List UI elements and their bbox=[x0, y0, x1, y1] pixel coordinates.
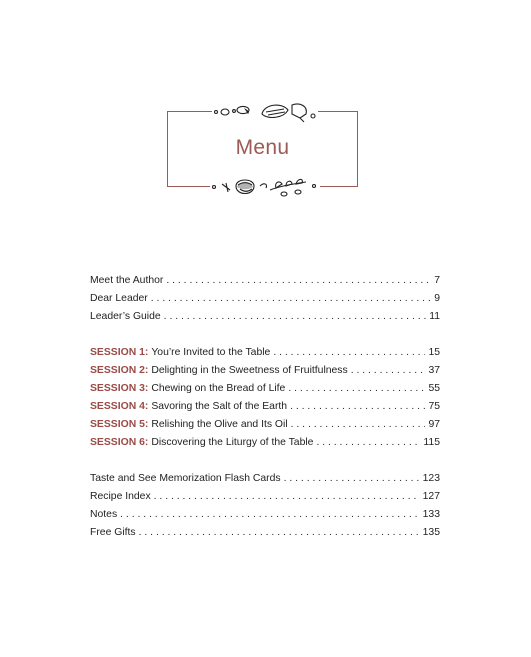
dot-leader bbox=[166, 272, 431, 290]
session-prefix: SESSION 2: bbox=[90, 365, 149, 376]
toc-entry-session-6[interactable] bbox=[90, 434, 440, 452]
session-prefix: SESSION 3: bbox=[90, 383, 149, 394]
toc-page-number: 15 bbox=[428, 347, 440, 358]
dot-leader bbox=[351, 362, 426, 380]
toc-entry-label: Free Gifts bbox=[90, 527, 136, 538]
session-prefix: SESSION 4: bbox=[90, 401, 149, 412]
section-spacer bbox=[90, 452, 440, 470]
page-title: Menu bbox=[235, 136, 290, 159]
dot-leader bbox=[164, 308, 427, 326]
dot-leader bbox=[139, 524, 420, 542]
toc-page-number: 135 bbox=[422, 527, 440, 538]
toc-entry-session-1[interactable] bbox=[90, 344, 440, 362]
toc-entry-label: Notes bbox=[90, 509, 118, 520]
table-of-contents bbox=[90, 272, 440, 542]
toc-page-number: 37 bbox=[428, 365, 440, 376]
toc-entry-recipe-index[interactable] bbox=[90, 488, 440, 506]
toc-entry-label: Delighting in the Sweetness of Fruitfulness bbox=[151, 365, 348, 376]
toc-page-number: 7 bbox=[434, 275, 440, 286]
toc-entry-label: You’re Invited to the Table bbox=[151, 347, 271, 358]
dot-leader bbox=[288, 380, 425, 398]
toc-entry-session-5[interactable] bbox=[90, 416, 440, 434]
toc-entry-flash-cards[interactable] bbox=[90, 470, 440, 488]
food-ornament-bottom-icon bbox=[210, 174, 320, 200]
toc-entry-dear-leader[interactable] bbox=[90, 290, 440, 308]
dot-leader bbox=[291, 416, 426, 434]
toc-entry-label: Meet the Author bbox=[90, 275, 164, 286]
session-prefix: SESSION 1: bbox=[90, 347, 149, 358]
toc-page-number: 133 bbox=[422, 509, 440, 520]
dot-leader bbox=[154, 488, 420, 506]
toc-entry-free-gifts[interactable] bbox=[90, 524, 440, 542]
dot-leader bbox=[316, 434, 420, 452]
session-prefix: SESSION 6: bbox=[90, 437, 149, 448]
toc-entry-label: Discovering the Liturgy of the Table bbox=[151, 437, 314, 448]
toc-entry-label: Dear Leader bbox=[90, 293, 148, 304]
toc-entry-label: Relishing the Olive and Its Oil bbox=[151, 419, 288, 430]
toc-page-number: 123 bbox=[422, 473, 440, 484]
toc-page-number: 115 bbox=[423, 437, 440, 448]
session-prefix: SESSION 5: bbox=[90, 419, 149, 430]
dot-leader bbox=[151, 290, 431, 308]
toc-entry-meet-the-author[interactable] bbox=[90, 272, 440, 290]
toc-entry-label: Chewing on the Bread of Life bbox=[151, 383, 286, 394]
toc-page-number: 127 bbox=[422, 491, 440, 502]
toc-entry-session-3[interactable] bbox=[90, 380, 440, 398]
toc-page-number: 55 bbox=[428, 383, 440, 394]
dot-leader bbox=[120, 506, 420, 524]
toc-page-number: 75 bbox=[428, 401, 440, 412]
toc-entry-notes[interactable] bbox=[90, 506, 440, 524]
dot-leader bbox=[284, 470, 420, 488]
food-ornament-top-icon bbox=[212, 100, 318, 124]
section-spacer bbox=[90, 326, 440, 344]
toc-entry-session-2[interactable] bbox=[90, 362, 440, 380]
toc-page-number: 97 bbox=[428, 419, 440, 430]
toc-entry-label: Leader’s Guide bbox=[90, 311, 161, 322]
toc-entry-leaders-guide[interactable] bbox=[90, 308, 440, 326]
toc-page-number: 9 bbox=[434, 293, 440, 304]
toc-entry-label: Savoring the Salt of the Earth bbox=[151, 401, 288, 412]
toc-entry-label: Recipe Index bbox=[90, 491, 151, 502]
toc-page-number: 11 bbox=[429, 311, 440, 322]
toc-entry-session-4[interactable] bbox=[90, 398, 440, 416]
dot-leader bbox=[290, 398, 425, 416]
dot-leader bbox=[273, 344, 425, 362]
toc-entry-label: Taste and See Memorization Flash Cards bbox=[90, 473, 281, 484]
